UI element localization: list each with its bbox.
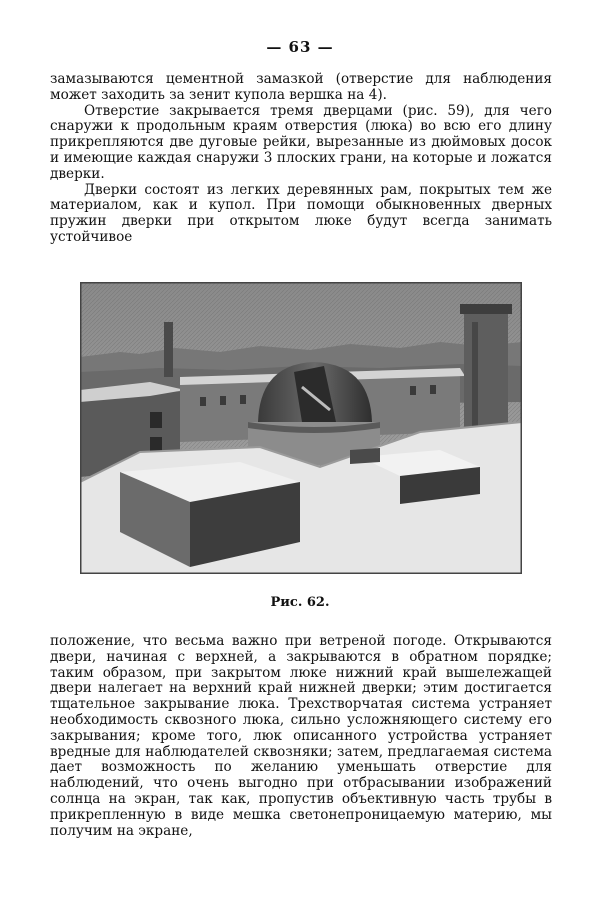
photo-illustration xyxy=(80,282,522,574)
observatory-dome-photo xyxy=(80,282,522,574)
page-number: — 63 — xyxy=(266,38,334,56)
paragraph: положение, что весьма важно при ветреной погоде. Открываются двери, начиная с верхней, а закрываются в обратном порядке; таким образом, при закрытом люке нижний край вышележащей двери налегает на верхний край нижней дверки; этим достигается тщательное закрывание люка. Трехстворчатая система устраняет необходимость сквозного люка, сильно усложняющего систему его закрывания; кроме того, люк описанного устройства устраняет вредные для наблюдателей сквозняки; затем, предлагаемая система дает возможность по желанию уменьшать отверстие для наблюдений, что очень выгодно при отбрасывании изображений солнца на экран, так как, пропустив объективную часть трубы в прикрепленную в виде мешка светонепроницаемую материю, мы получим на экране, xyxy=(50,633,552,839)
paragraph: замазываются цементной замазкой (отверстие для наблюдения может заходить за зенит купола вершка на 4). xyxy=(50,71,552,103)
top-text-block xyxy=(50,72,552,246)
figure-caption: Рис. 62. xyxy=(270,595,330,610)
paragraph: Отверстие закрывается тремя дверцами (рис. 59), для чего снаружи к продольным краям отверстия (люка) во всю его длину прикрепляются две дуговые рейки, вырезанные из дюймовых досок и имеющие каждая снаружи 3 плоских грани, на которые и ложатся дверки. xyxy=(50,102,552,182)
paragraph: Дверки состоят из легких деревянных рам, покрытых тем же материалом, как и купол. При помощи обыкновенных дверных пружин дверки при открытом люке будут всегда занимать устойчивое xyxy=(50,181,552,245)
bottom-text-block xyxy=(50,634,552,839)
